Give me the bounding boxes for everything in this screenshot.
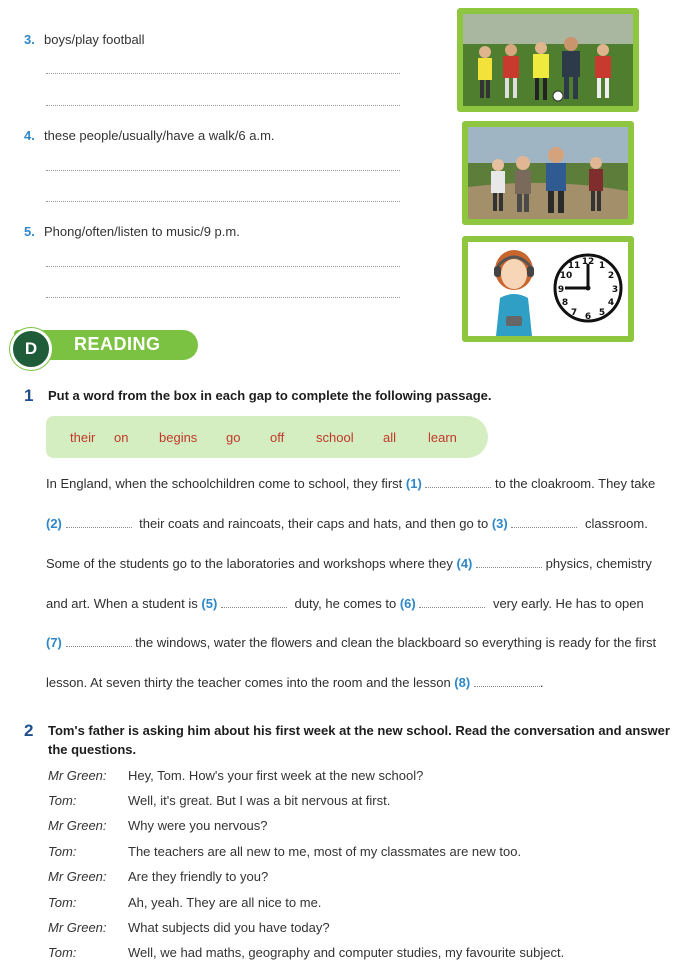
clock-numeral: 7 [570, 308, 578, 318]
gap-number: (8) [454, 675, 471, 690]
clock-numeral: 1 [598, 261, 606, 271]
gap-number: (6) [399, 596, 416, 611]
word-option: begins [159, 430, 198, 445]
speaker-name: Tom: [48, 895, 77, 910]
passage-text: duty, he comes to [294, 596, 397, 611]
answer-line[interactable] [46, 170, 400, 171]
word-option: off [270, 430, 285, 445]
question-number: 3. [24, 32, 35, 47]
walking-image [468, 127, 628, 219]
answer-line[interactable] [46, 73, 400, 74]
gap-5-blank[interactable] [221, 597, 287, 608]
passage-line [46, 675, 543, 690]
task-number: 1 [24, 386, 34, 405]
music-clock-picture [462, 236, 634, 342]
girl-headphones-clock-image [468, 242, 628, 336]
dialogue-line: Hey, Tom. How's your first week at the new school? [128, 768, 424, 783]
clock-numeral: 8 [561, 298, 569, 308]
clock-numeral: 2 [607, 271, 615, 281]
speaker-name: Mr Green: [48, 869, 107, 884]
passage-text: the windows, water the flowers and clean the blackboard so everything is ready for the first [135, 635, 657, 650]
answer-line[interactable] [46, 105, 400, 106]
passage-text: Some of the students go to the laboratories and workshops where they [46, 556, 453, 571]
word-option: go [226, 430, 241, 445]
passage-text: very early. He has to open [492, 596, 644, 611]
walking-photo [462, 121, 634, 225]
football-image [463, 14, 633, 106]
speaker-name: Tom: [48, 793, 77, 808]
passage-text: classroom. [584, 516, 648, 531]
clock-numeral: 10 [559, 271, 573, 281]
gap-3-blank[interactable] [511, 517, 577, 528]
speaker-name: Mr Green: [48, 920, 107, 935]
speaker-name: Tom: [48, 844, 77, 859]
football-photo [457, 8, 639, 112]
speaker-name: Mr Green: [48, 818, 107, 833]
word-option: all [383, 430, 397, 445]
gap-number: (1) [405, 476, 422, 491]
dialogue-line: Are they friendly to you? [128, 869, 269, 884]
passage-text: lesson. At seven thirty the teacher comes into the room and the lesson [46, 675, 451, 690]
passage-text: and art. When a student is [46, 596, 198, 611]
passage-text: In England, when the schoolchildren come to school, they first [46, 476, 403, 491]
speaker-name: Mr Green: [48, 768, 107, 783]
clock-numeral: 9 [557, 285, 565, 295]
section-title: READING [74, 334, 161, 354]
question-prompt: boys/play football [44, 32, 145, 47]
dialogue-line: What subjects did you have today? [128, 920, 330, 935]
passage-text: to the cloakroom. They take [495, 476, 656, 491]
gap-8-blank[interactable] [474, 676, 540, 687]
question-number: 5. [24, 224, 35, 239]
passage-line [46, 556, 652, 571]
gap-number: (4) [456, 556, 473, 571]
word-box [46, 416, 488, 458]
word-option: school [316, 430, 354, 445]
word-option: on [114, 430, 129, 445]
gap-4-blank[interactable] [476, 557, 542, 568]
gap-7-blank[interactable] [66, 636, 132, 647]
clock-numeral: 3 [611, 285, 619, 295]
gap-number: (2) [46, 516, 62, 531]
word-option: learn [428, 430, 457, 445]
gap-number: (3) [491, 516, 508, 531]
answer-line[interactable] [46, 201, 400, 202]
gap-2-blank[interactable] [66, 517, 132, 528]
answer-line[interactable] [46, 297, 400, 298]
gap-1-blank[interactable] [425, 477, 491, 488]
passage-line [46, 516, 648, 531]
section-letter: D [10, 328, 52, 370]
clock-numeral: 4 [607, 298, 615, 308]
task-title-continued: the questions. [48, 742, 137, 757]
dialogue-line: Why were you nervous? [128, 818, 268, 833]
task-title: Put a word from the box in each gap to complete the following passage. [48, 388, 492, 403]
speaker-name: Tom: [48, 945, 77, 960]
word-option: their [70, 430, 96, 445]
gap-6-blank[interactable] [419, 597, 485, 608]
passage-line [46, 635, 656, 650]
gap-number: (7) [46, 635, 62, 650]
question-number: 4. [24, 128, 35, 143]
passage-text: their coats and raincoats, their caps and hats, and then go to [139, 516, 489, 531]
gap-number: (5) [201, 596, 218, 611]
passage-line [46, 476, 655, 491]
question-prompt: these people/usually/have a walk/6 a.m. [44, 128, 275, 143]
dialogue-line: Well, it's great. But I was a bit nervous at first. [128, 793, 391, 808]
clock-numeral: 6 [584, 312, 592, 322]
dialogue-line: The teachers are all new to me, most of my classmates are new too. [128, 844, 522, 859]
passage-line [46, 596, 644, 611]
clock-numeral: 12 [581, 257, 595, 267]
question-prompt: Phong/often/listen to music/9 p.m. [44, 224, 240, 239]
answer-line[interactable] [46, 266, 400, 267]
passage-text: . [539, 675, 544, 690]
clock-numeral: 11 [567, 261, 581, 271]
dialogue-line: Well, we had maths, geography and computer studies, my favourite subject. [128, 945, 565, 960]
dialogue-line: Ah, yeah. They are all nice to me. [128, 895, 322, 910]
passage-text: physics, chemistry [545, 556, 652, 571]
task-number: 2 [24, 721, 34, 740]
task-title: Tom's father is asking him about his first week at the new school. Read the conversation and answer [48, 723, 670, 738]
clock-numeral: 5 [598, 308, 606, 318]
